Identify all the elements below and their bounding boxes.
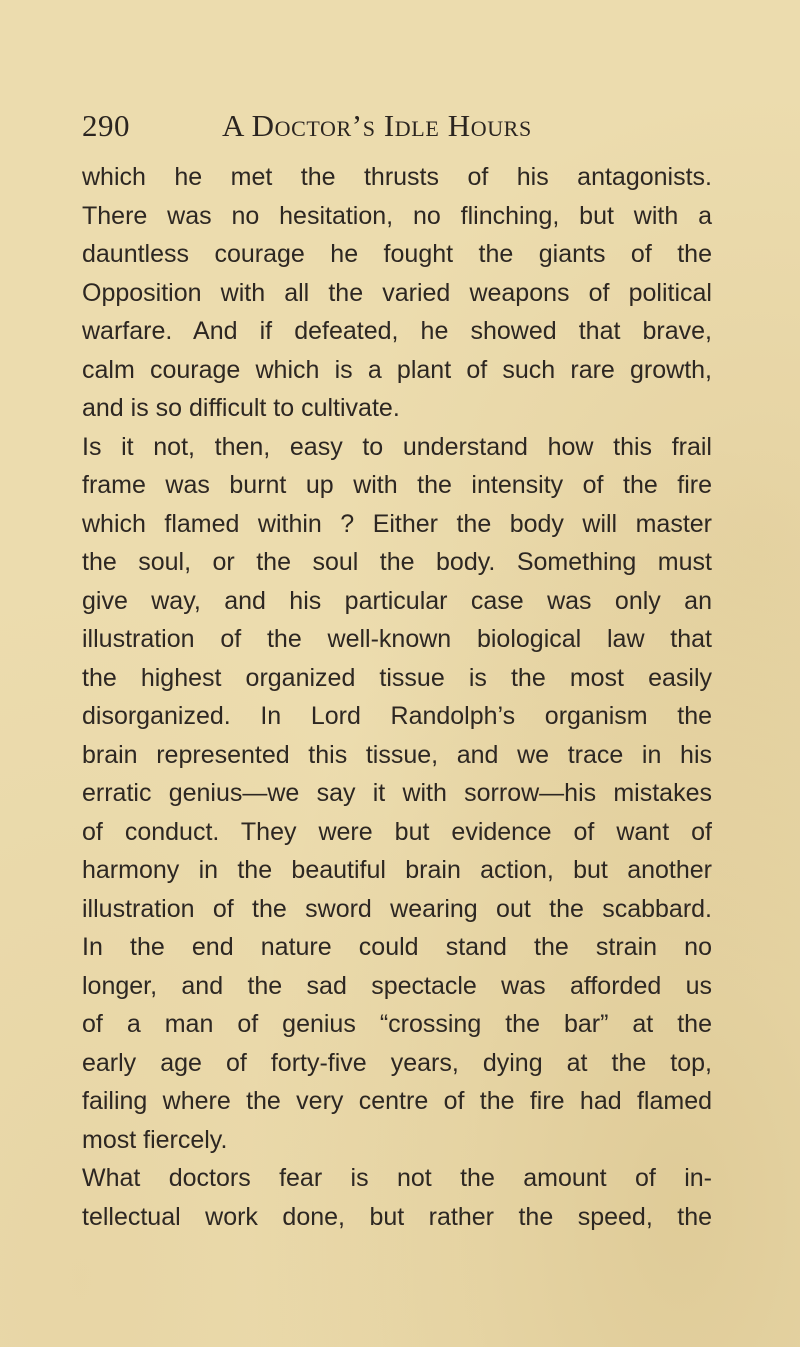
- text-line: early age of forty-five years, dying at the top,: [82, 1048, 712, 1077]
- text-line: give way, and his particular case was only an: [82, 586, 712, 615]
- text-line: Is it not, then, easy to understand how this frail: [82, 432, 712, 461]
- text-line: dauntless courage he fought the giants of the: [82, 240, 712, 268]
- running-head: [82, 108, 722, 148]
- text-line: and is so difficult to cultivate.: [82, 394, 400, 422]
- text-line: tellectual work done, but rather the speed, the: [82, 1202, 712, 1231]
- text-line: There was no hesitation, no flinching, but with a: [82, 201, 712, 230]
- text-line: which flamed within ? Either the body will master: [82, 509, 712, 538]
- text-line: failing where the very centre of the fire had flamed: [82, 1087, 712, 1115]
- text-line: disorganized. In Lord Randolph’s organism the: [82, 702, 712, 730]
- text-line: In the end nature could stand the strain no: [82, 933, 712, 961]
- text-line: What doctors fear is not the amount of in-: [82, 1164, 712, 1192]
- text-line: the soul, or the soul the body. Something must: [82, 548, 712, 576]
- running-title: A Doctor’s Idle Hours: [222, 108, 532, 143]
- text-line: illustration of the sword wearing out the scabbard.: [82, 894, 712, 923]
- text-line: which he met the thrusts of his antagonists.: [82, 163, 712, 191]
- text-line: calm courage which is a plant of such rare growth,: [82, 355, 712, 384]
- text-line: harmony in the beautiful brain action, but another: [82, 856, 712, 884]
- text-line: erratic genius—we say it with sorrow—his mistakes: [82, 779, 712, 807]
- text-line: illustration of the well-known biological law that: [82, 625, 712, 653]
- text-line: warfare. And if defeated, he showed that brave,: [82, 317, 712, 345]
- text-line: of a man of genius “crossing the bar” at the: [82, 1010, 712, 1038]
- text-line: Opposition with all the varied weapons of political: [82, 278, 712, 307]
- text-line: the highest organized tissue is the most easily: [82, 663, 712, 692]
- text-line: frame was burnt up with the intensity of the fire: [82, 471, 712, 499]
- body-text: [82, 158, 712, 1236]
- text-line: most fiercely.: [82, 1125, 228, 1154]
- text-line: longer, and the sad spectacle was afforded us: [82, 971, 712, 1000]
- page-number: 290: [82, 108, 130, 143]
- text-line: of conduct. They were but evidence of want of: [82, 817, 712, 846]
- text-line: brain represented this tissue, and we trace in his: [82, 740, 712, 769]
